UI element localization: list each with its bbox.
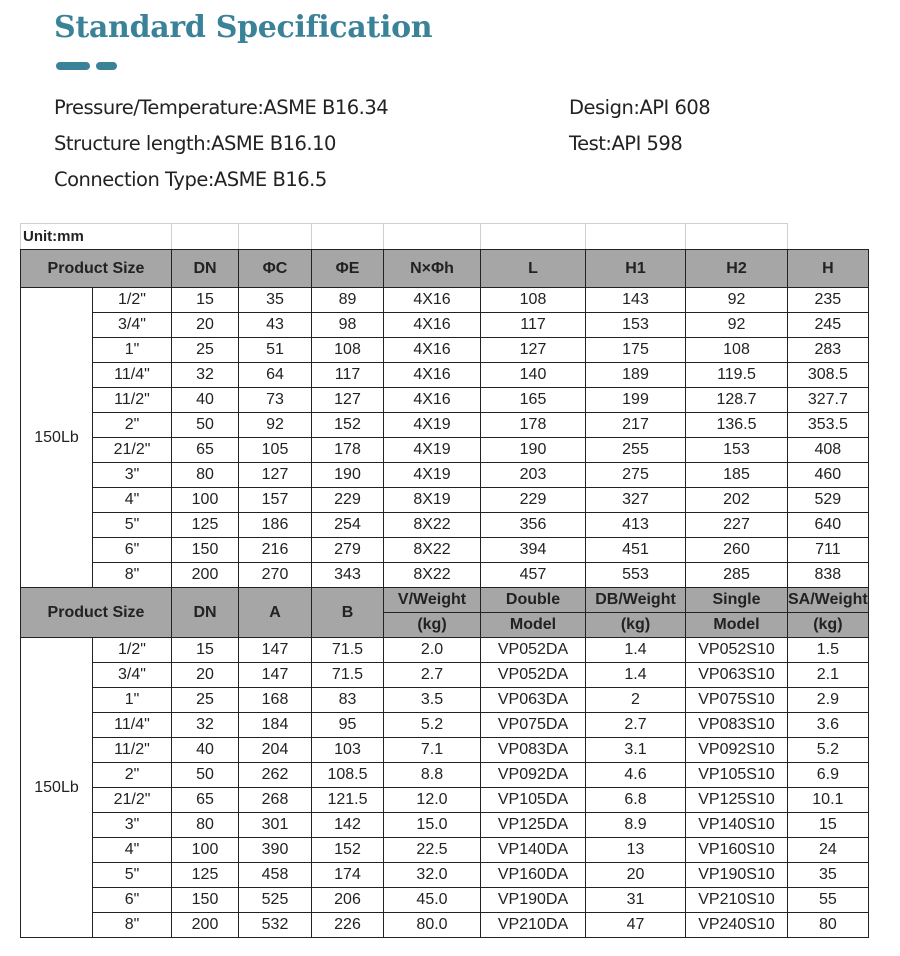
table-cell: 460 <box>788 463 869 488</box>
table-cell: 55 <box>788 888 869 913</box>
table-cell: 3" <box>93 813 172 838</box>
table-cell: 51 <box>239 338 312 363</box>
column-header: A <box>239 588 312 638</box>
table-cell: 40 <box>172 738 239 763</box>
table-cell: 189 <box>586 363 686 388</box>
table-cell: VP083DA <box>481 738 586 763</box>
table-cell: 4X16 <box>384 313 481 338</box>
table-cell: 25 <box>172 338 239 363</box>
table-cell: 40 <box>172 388 239 413</box>
table-cell: VP063S10 <box>686 663 788 688</box>
table-cell: 2" <box>93 763 172 788</box>
table-cell: 32 <box>172 713 239 738</box>
table-cell: 4" <box>93 838 172 863</box>
table-cell: 229 <box>312 488 384 513</box>
table-cell: 21/2" <box>93 438 172 463</box>
table-cell: 125 <box>172 863 239 888</box>
table-cell: 203 <box>481 463 586 488</box>
table-cell: 119.5 <box>686 363 788 388</box>
table-cell: 13 <box>586 838 686 863</box>
table-cell: 152 <box>312 838 384 863</box>
table-cell: VP063DA <box>481 688 586 713</box>
table-cell: 45.0 <box>384 888 481 913</box>
table-cell: 2.7 <box>384 663 481 688</box>
table-cell: 4" <box>93 488 172 513</box>
table-cell: 5.2 <box>788 738 869 763</box>
table-cell: 327.7 <box>788 388 869 413</box>
table-cell: 47 <box>586 913 686 938</box>
table-cell: 10.1 <box>788 788 869 813</box>
column-header: ΦE <box>312 250 384 288</box>
table-cell: 152 <box>312 413 384 438</box>
table-cell: VP240S10 <box>686 913 788 938</box>
spec-structure-length: Structure length:ASME B16.10 <box>54 132 336 155</box>
unit-row <box>21 224 869 250</box>
table-cell: 186 <box>239 513 312 538</box>
table-cell: 15.0 <box>384 813 481 838</box>
column-subheader: Model <box>481 613 586 638</box>
table-cell: 25 <box>172 688 239 713</box>
table-cell: VP190S10 <box>686 863 788 888</box>
table-cell: 4X19 <box>384 413 481 438</box>
table-cell: 21/2" <box>93 788 172 813</box>
table-cell: VP075DA <box>481 713 586 738</box>
dimensions-header-row <box>21 250 869 288</box>
title-underline-long <box>56 62 90 70</box>
table-cell: VP190DA <box>481 888 586 913</box>
table-cell: 8X22 <box>384 513 481 538</box>
table-cell: 178 <box>481 413 586 438</box>
table-row <box>21 813 869 838</box>
table-cell: 1/2" <box>93 638 172 663</box>
table-cell: 200 <box>172 913 239 938</box>
column-subheader: (kg) <box>384 613 481 638</box>
table-cell: 640 <box>788 513 869 538</box>
table-cell: 80.0 <box>384 913 481 938</box>
table-row <box>21 538 869 563</box>
table-cell: 50 <box>172 763 239 788</box>
table-row <box>21 663 869 688</box>
table-cell: 20 <box>172 313 239 338</box>
table-cell: 2.9 <box>788 688 869 713</box>
table-cell: 153 <box>686 438 788 463</box>
table-cell: 127 <box>312 388 384 413</box>
table-cell: 103 <box>312 738 384 763</box>
table-cell: 136.5 <box>686 413 788 438</box>
table-cell: 95 <box>312 713 384 738</box>
table-cell: 229 <box>481 488 586 513</box>
table-cell: 202 <box>686 488 788 513</box>
table-cell: 532 <box>239 913 312 938</box>
table-cell: 12.0 <box>384 788 481 813</box>
table-cell: 206 <box>312 888 384 913</box>
table-cell: 1" <box>93 338 172 363</box>
table-cell: 3.1 <box>586 738 686 763</box>
table-cell: 190 <box>312 463 384 488</box>
table-cell: 413 <box>586 513 686 538</box>
table-cell: 8.8 <box>384 763 481 788</box>
table-cell: 2 <box>586 688 686 713</box>
table-cell: 235 <box>788 288 869 313</box>
table-cell: 254 <box>312 513 384 538</box>
table-cell: VP210S10 <box>686 888 788 913</box>
table-row <box>21 688 869 713</box>
table-cell: 308.5 <box>788 363 869 388</box>
column-header: Product Size <box>21 250 172 288</box>
table-row <box>21 763 869 788</box>
table-cell: 178 <box>312 438 384 463</box>
table-cell: VP092S10 <box>686 738 788 763</box>
table-cell: 5" <box>93 513 172 538</box>
table-cell: 121.5 <box>312 788 384 813</box>
table-cell: 157 <box>239 488 312 513</box>
table-cell: 35 <box>239 288 312 313</box>
table-row <box>21 638 869 663</box>
table-cell: 3" <box>93 463 172 488</box>
table-cell: 2.0 <box>384 638 481 663</box>
table-cell: VP140S10 <box>686 813 788 838</box>
table-row <box>21 438 869 463</box>
table-cell: 89 <box>312 288 384 313</box>
column-header: DB/Weight <box>586 588 686 613</box>
table-cell: 216 <box>239 538 312 563</box>
table-row <box>21 888 869 913</box>
table-cell: 100 <box>172 488 239 513</box>
table-cell: 1.4 <box>586 663 686 688</box>
table-cell: 98 <box>312 313 384 338</box>
table-cell: 128.7 <box>686 388 788 413</box>
table-row <box>21 363 869 388</box>
table-cell: 117 <box>481 313 586 338</box>
table-row <box>21 338 869 363</box>
table-cell: 100 <box>172 838 239 863</box>
specification-table <box>20 223 869 938</box>
column-header: L <box>481 250 586 288</box>
table-cell: 390 <box>239 838 312 863</box>
table-cell: 92 <box>686 313 788 338</box>
table-cell: 43 <box>239 313 312 338</box>
table-cell: 80 <box>172 813 239 838</box>
table-cell: 8.9 <box>586 813 686 838</box>
table-cell: 457 <box>481 563 586 588</box>
table-cell: 147 <box>239 638 312 663</box>
table-cell: 262 <box>239 763 312 788</box>
column-header: H <box>788 250 869 288</box>
spec-test: Test:API 598 <box>569 132 683 155</box>
table-row <box>21 413 869 438</box>
table-cell: 217 <box>586 413 686 438</box>
table-cell: 285 <box>686 563 788 588</box>
pressure-class-label: 150Lb <box>21 638 93 938</box>
table-cell: 408 <box>788 438 869 463</box>
table-cell: 143 <box>586 288 686 313</box>
table-cell: 458 <box>239 863 312 888</box>
table-cell: VP140DA <box>481 838 586 863</box>
column-subheader: Model <box>686 613 788 638</box>
table-cell: 7.1 <box>384 738 481 763</box>
table-cell: 4.6 <box>586 763 686 788</box>
table-cell: 20 <box>586 863 686 888</box>
table-cell: 3/4" <box>93 663 172 688</box>
table-cell: 343 <box>312 563 384 588</box>
table-cell: 22.5 <box>384 838 481 863</box>
table-cell: 20 <box>172 663 239 688</box>
table-cell: 92 <box>239 413 312 438</box>
table-cell: 50 <box>172 413 239 438</box>
table-cell: 80 <box>788 913 869 938</box>
table-cell: 199 <box>586 388 686 413</box>
table-cell: 353.5 <box>788 413 869 438</box>
table-cell: 1.4 <box>586 638 686 663</box>
table-cell: 15 <box>172 288 239 313</box>
actuator-header-row <box>21 588 869 613</box>
column-header: DN <box>172 250 239 288</box>
table-cell: 32 <box>172 363 239 388</box>
table-cell: VP052DA <box>481 638 586 663</box>
table-cell: 8X22 <box>384 538 481 563</box>
table-cell: 168 <box>239 688 312 713</box>
table-cell: 301 <box>239 813 312 838</box>
table-cell: 11/4" <box>93 713 172 738</box>
table-cell: 127 <box>481 338 586 363</box>
table-row <box>21 788 869 813</box>
table-cell: 255 <box>586 438 686 463</box>
table-cell: 268 <box>239 788 312 813</box>
table-cell: 80 <box>172 463 239 488</box>
table-cell: 71.5 <box>312 663 384 688</box>
table-cell: 227 <box>686 513 788 538</box>
table-cell: 711 <box>788 538 869 563</box>
table-row <box>21 513 869 538</box>
table-cell: 65 <box>172 788 239 813</box>
column-header: Product Size <box>21 588 172 638</box>
table-cell: 65 <box>172 438 239 463</box>
table-row <box>21 463 869 488</box>
table-cell: 5" <box>93 863 172 888</box>
table-cell: 1" <box>93 688 172 713</box>
table-cell: VP052S10 <box>686 638 788 663</box>
table-cell: 24 <box>788 838 869 863</box>
table-cell: VP210DA <box>481 913 586 938</box>
table-cell: 4X19 <box>384 463 481 488</box>
table-cell: 108 <box>686 338 788 363</box>
table-cell: 4X16 <box>384 288 481 313</box>
table-cell: 4X16 <box>384 338 481 363</box>
table-cell: 15 <box>172 638 239 663</box>
table-cell: 283 <box>788 338 869 363</box>
table-cell: 105 <box>239 438 312 463</box>
table-cell: 73 <box>239 388 312 413</box>
table-cell: 11/4" <box>93 363 172 388</box>
table-row <box>21 313 869 338</box>
column-header: SA/Weight <box>788 588 869 613</box>
table-cell: 3.6 <box>788 713 869 738</box>
table-cell: 5.2 <box>384 713 481 738</box>
table-row <box>21 563 869 588</box>
table-cell: 175 <box>586 338 686 363</box>
table-cell: 150 <box>172 538 239 563</box>
table-cell: 125 <box>172 513 239 538</box>
table-cell: VP125DA <box>481 813 586 838</box>
table-cell: VP160S10 <box>686 838 788 863</box>
table-cell: 3.5 <box>384 688 481 713</box>
table-cell: 200 <box>172 563 239 588</box>
table-cell: 1/2" <box>93 288 172 313</box>
table-cell: 147 <box>239 663 312 688</box>
table-cell: 184 <box>239 713 312 738</box>
table-cell: 553 <box>586 563 686 588</box>
table-cell: 394 <box>481 538 586 563</box>
table-cell: 108.5 <box>312 763 384 788</box>
table-cell: 245 <box>788 313 869 338</box>
table-cell: 4X16 <box>384 388 481 413</box>
column-header: V/Weight <box>384 588 481 613</box>
table-row <box>21 388 869 413</box>
table-cell: 185 <box>686 463 788 488</box>
table-cell: 31 <box>586 888 686 913</box>
table-row <box>21 738 869 763</box>
table-cell: 32.0 <box>384 863 481 888</box>
table-cell: 529 <box>788 488 869 513</box>
table-row <box>21 863 869 888</box>
table-cell: VP125S10 <box>686 788 788 813</box>
spec-connection-type: Connection Type:ASME B16.5 <box>54 168 327 191</box>
table-cell: 165 <box>481 388 586 413</box>
table-cell: 525 <box>239 888 312 913</box>
table-cell: 11/2" <box>93 738 172 763</box>
table-cell: 1.5 <box>788 638 869 663</box>
table-cell: 4X19 <box>384 438 481 463</box>
table-cell: 3/4" <box>93 313 172 338</box>
table-cell: 327 <box>586 488 686 513</box>
table-cell: 142 <box>312 813 384 838</box>
table-cell: 6" <box>93 888 172 913</box>
table-cell: 2" <box>93 413 172 438</box>
column-subheader: (kg) <box>788 613 869 638</box>
column-subheader: (kg) <box>586 613 686 638</box>
table-cell: 260 <box>686 538 788 563</box>
table-cell: 4X16 <box>384 363 481 388</box>
table-cell: 140 <box>481 363 586 388</box>
table-cell: 108 <box>312 338 384 363</box>
table-cell: 117 <box>312 363 384 388</box>
pressure-class-label: 150Lb <box>21 288 93 588</box>
table-cell: 8" <box>93 913 172 938</box>
table-cell: 190 <box>481 438 586 463</box>
table-cell: 35 <box>788 863 869 888</box>
spec-pressure-temperature: Pressure/Temperature:ASME B16.34 <box>54 96 389 119</box>
table-cell: 127 <box>239 463 312 488</box>
table-cell: VP083S10 <box>686 713 788 738</box>
table-cell: VP160DA <box>481 863 586 888</box>
table-cell: VP075S10 <box>686 688 788 713</box>
table-cell: 451 <box>586 538 686 563</box>
table-row <box>21 838 869 863</box>
table-cell: VP105S10 <box>686 763 788 788</box>
table-cell: 108 <box>481 288 586 313</box>
table-cell: VP105DA <box>481 788 586 813</box>
table-cell: 153 <box>586 313 686 338</box>
table-cell: 71.5 <box>312 638 384 663</box>
table-cell: 226 <box>312 913 384 938</box>
spec-design: Design:API 608 <box>569 96 711 119</box>
table-cell: 11/2" <box>93 388 172 413</box>
table-cell: 6.8 <box>586 788 686 813</box>
title-underline-short <box>96 62 117 70</box>
table-cell: 8X19 <box>384 488 481 513</box>
table-cell: 2.1 <box>788 663 869 688</box>
table-cell: VP092DA <box>481 763 586 788</box>
table-row <box>21 488 869 513</box>
table-cell: 2.7 <box>586 713 686 738</box>
table-cell: 15 <box>788 813 869 838</box>
table-cell: 204 <box>239 738 312 763</box>
table-cell: 356 <box>481 513 586 538</box>
table-cell: 270 <box>239 563 312 588</box>
table-row <box>21 913 869 938</box>
table-cell: 174 <box>312 863 384 888</box>
table-cell: 8X22 <box>384 563 481 588</box>
column-header: H2 <box>686 250 788 288</box>
column-header: ΦC <box>239 250 312 288</box>
table-cell: 92 <box>686 288 788 313</box>
table-row <box>21 713 869 738</box>
page-title: Standard Specification <box>54 10 433 45</box>
column-header: Single <box>686 588 788 613</box>
table-cell: 64 <box>239 363 312 388</box>
column-header: B <box>312 588 384 638</box>
column-header: N×Φh <box>384 250 481 288</box>
table-cell: 838 <box>788 563 869 588</box>
table-cell: VP052DA <box>481 663 586 688</box>
table-cell: 6.9 <box>788 763 869 788</box>
table-row <box>21 288 869 313</box>
table-cell: 83 <box>312 688 384 713</box>
column-header: H1 <box>586 250 686 288</box>
column-header: DN <box>172 588 239 638</box>
table-cell: 150 <box>172 888 239 913</box>
table-cell: 275 <box>586 463 686 488</box>
column-header: Double <box>481 588 586 613</box>
table-cell: 279 <box>312 538 384 563</box>
unit-label: Unit:mm <box>21 224 172 250</box>
table-cell: 8" <box>93 563 172 588</box>
table-cell: 6" <box>93 538 172 563</box>
